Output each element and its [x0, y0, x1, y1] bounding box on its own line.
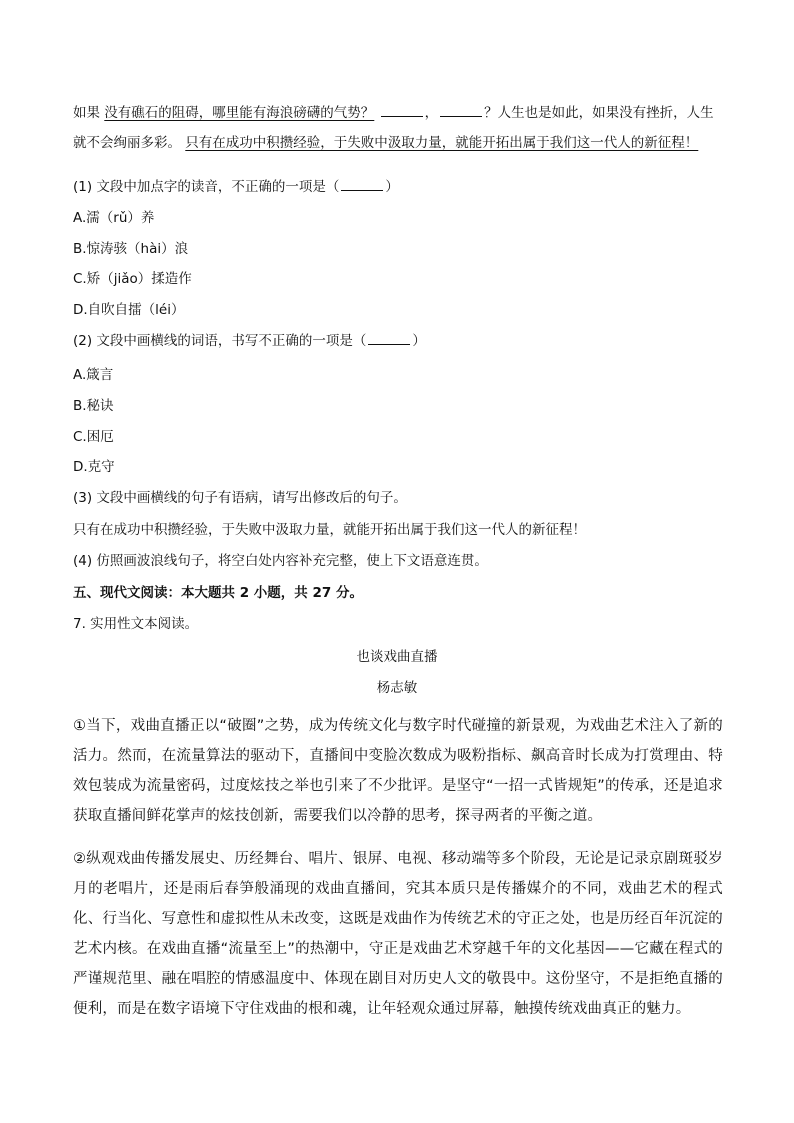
q2-option-a: A.箴言	[73, 367, 114, 383]
article-author: 杨志敏	[376, 680, 418, 696]
answer-blank-q2[interactable]	[368, 332, 410, 345]
article-paragraph-1: ①当下，戏曲直播正以“破圈”之势，成为传统文化与数字时代碰撞的新景观，为戏曲艺术注入了新的活力。然而，在流量算法的驱动下，直播间中变脸次数成为吸粉指标、飙高音时长成为打赏理由、特效包装成为流量密码，过度炫技之举也引来了不少批评。是坚守“一招一式皆规矩”的传承，还是追求获取直播间鲜花掌声的炫技创新，需要我们以冷静的思考，探寻两者的平衡之道。	[73, 718, 723, 824]
question-text: ）	[385, 179, 399, 195]
passage-line-1	[73, 104, 723, 122]
question-3-stem: (3) 文段中画横线的句子有语病，请写出修改后的句子。	[73, 490, 407, 506]
q1-option-c: C.矫（jiǎo）揉造作	[73, 271, 192, 287]
article-title: 也谈戏曲直播	[356, 649, 438, 665]
answer-blank-2[interactable]	[440, 104, 482, 117]
answer-blank-q1[interactable]	[341, 178, 383, 191]
q2-option-b: B.秘诀	[73, 398, 114, 414]
article-paragraph-2: ②纵观戏曲传播发展史、历经舞台、唱片、银屏、电视、移动端等多个阶段，无论是记录京剧斑驳岁月的老唱片，还是雨后春笋般涌现的戏曲直播间，究其本质只是传播媒介的不同，戏曲艺术的程式化、行当化、写意性和虚拟性从未改变，这既是戏曲作为传统艺术的守正之处，也是历经百年沉淀的艺术内核。在戏曲直播“流量至上”的热潮中，守正是戏曲艺术穿越千年的文化基因——它藏在程式的严谨规范里、融在唱腔的情感温度中、体现在剧目对历史人文的敬畏中。这份坚守，不是拒绝直播的便利，而是在数字语境下守住戏曲的根和魂，让年轻观众通过屏幕，触摸传统戏曲真正的魅力。	[73, 851, 723, 1017]
passage-text: 如果	[73, 105, 100, 121]
question-1-stem	[73, 178, 723, 196]
passage-text: 就不会绚丽多彩。	[73, 135, 181, 151]
passage-text: ？人生也是如此，如果没有挫折，人生	[484, 105, 714, 121]
passage-comma: ，	[424, 105, 439, 121]
q2-option-d: D.克守	[73, 459, 115, 475]
q1-option-a: A.濡（rǔ）养	[73, 210, 155, 226]
underlined-sentence-2: 只有在成功中积攒经验，于失败中汲取力量，就能开拓出属于我们这一代人的新征程！	[185, 135, 699, 151]
passage-line-2	[73, 134, 723, 152]
question-text: ）	[412, 333, 426, 349]
question-3-sentence: 只有在成功中积攒经验，于失败中汲取力量，就能开拓出属于我们这一代人的新征程！	[73, 522, 586, 538]
question-text: (1) 文段中加点字的读音，不正确的一项是（	[73, 179, 340, 195]
answer-blank-1[interactable]	[381, 104, 423, 117]
question-2-stem	[73, 332, 723, 350]
question-7-label: 7. 实用性文本阅读。	[73, 616, 199, 632]
underlined-sentence-1: 没有礁石的阻碍，哪里能有海浪磅礴的气势？	[104, 105, 375, 121]
section-5-heading: 五、现代文阅读：本大题共 2 小题，共 27 分。	[73, 585, 363, 601]
q1-option-b: B.惊涛骇（hài）浪	[73, 241, 189, 257]
question-4-stem: (4) 仿照画波浪线句子，将空白处内容补充完整，使上下文语意连贯。	[73, 553, 488, 569]
question-text: (2) 文段中画横线的词语，书写不正确的一项是（	[73, 333, 367, 349]
q2-option-c: C.困厄	[73, 429, 114, 445]
q1-option-d: D.自吹自擂（léi）	[73, 302, 185, 318]
